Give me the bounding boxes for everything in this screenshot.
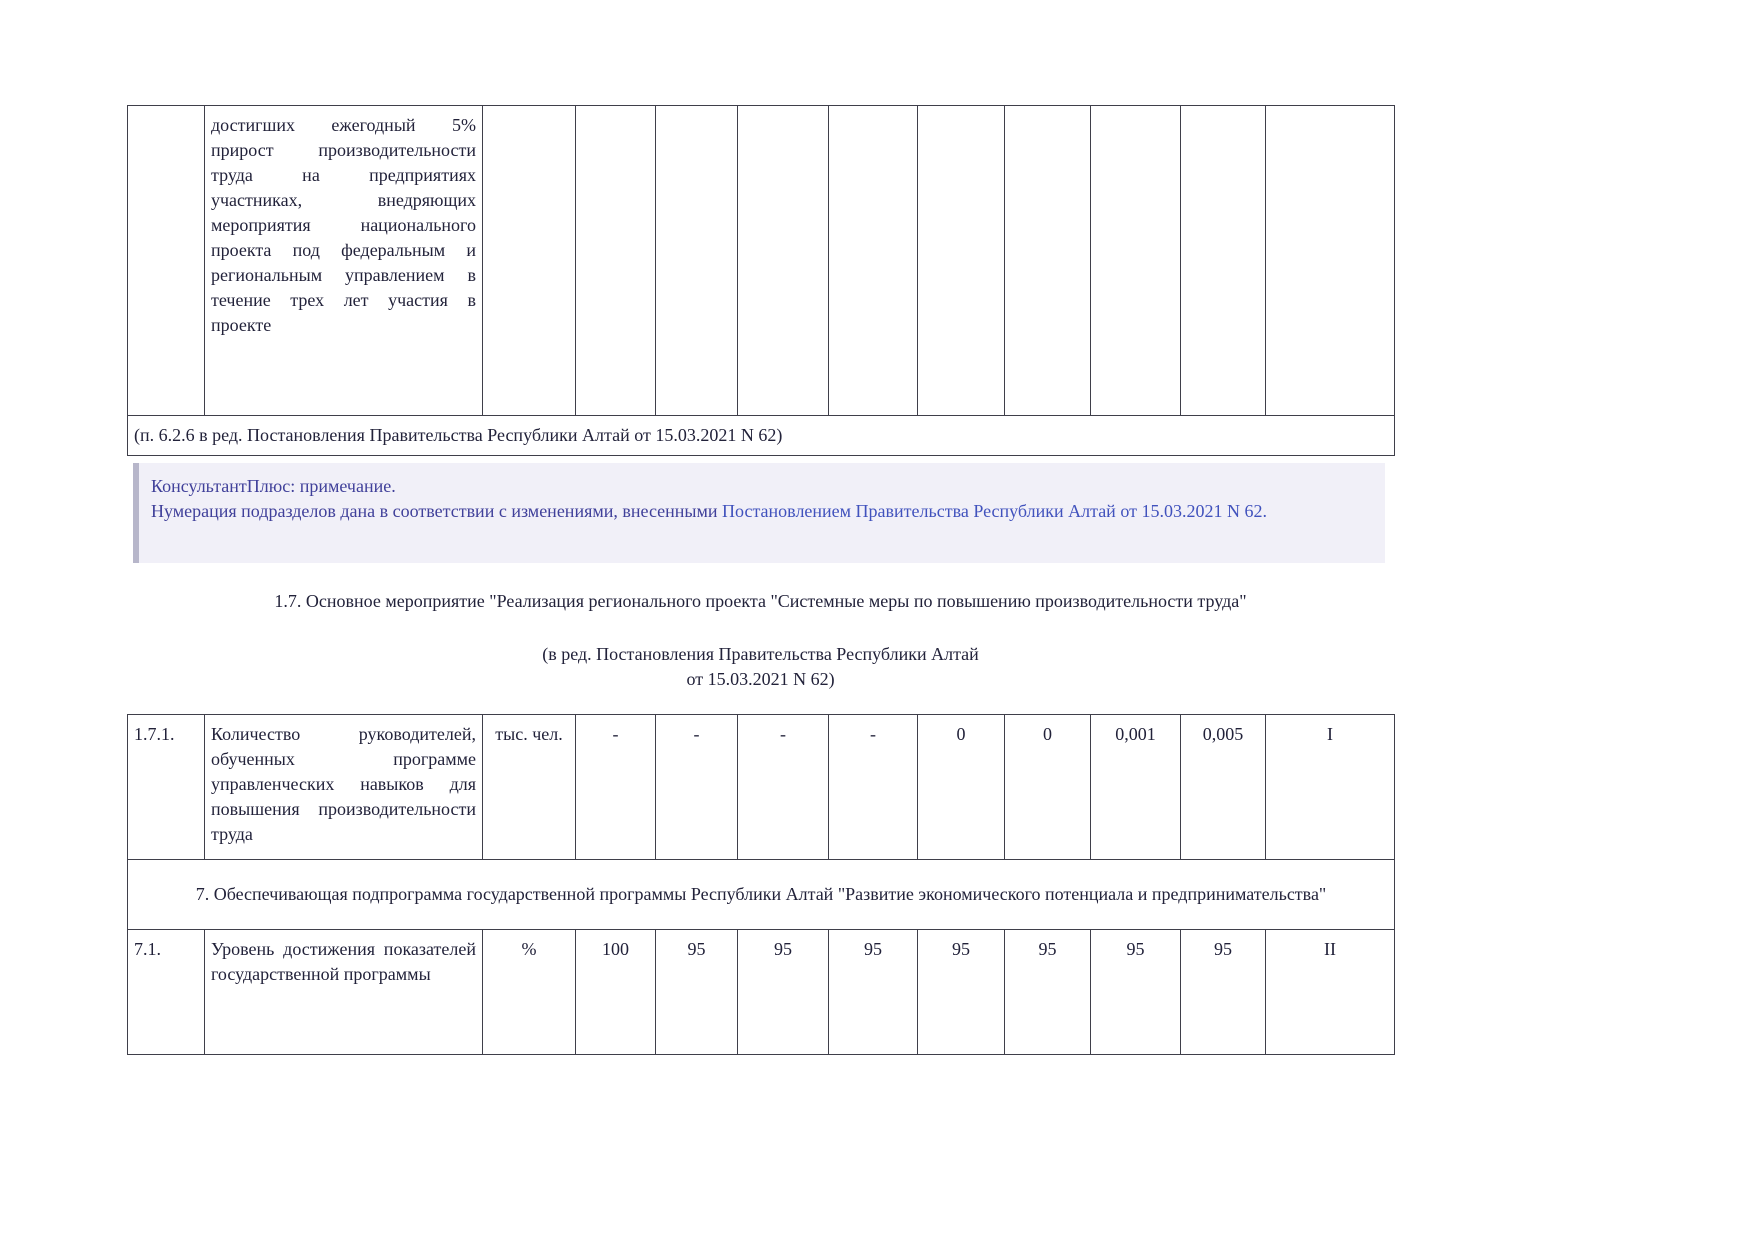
table-section-row <box>128 860 1395 930</box>
value-cell: 0 <box>918 715 1005 860</box>
value-cell <box>656 106 738 416</box>
value-cell: 95 <box>1181 930 1266 1055</box>
unit-cell: % <box>483 930 576 1055</box>
top-table <box>127 105 1395 456</box>
value-cell: - <box>738 715 829 860</box>
number-cell <box>128 106 205 416</box>
value-cell: - <box>576 715 656 860</box>
number-cell: 1.7.1. <box>128 715 205 860</box>
consultant-note <box>133 463 1385 563</box>
value-cell <box>918 106 1005 416</box>
value-cell: - <box>829 715 918 860</box>
table-row <box>128 715 1395 860</box>
value-cell: 0,001 <box>1091 715 1181 860</box>
value-cell <box>1091 106 1181 416</box>
value-cell <box>576 106 656 416</box>
unit-cell: тыс. чел. <box>483 715 576 860</box>
edition-line: (в ред. Постановления Правительства Республики Алтай <box>542 644 979 664</box>
table-row <box>128 106 1395 416</box>
value-cell <box>738 106 829 416</box>
note-body-text: Нумерация подразделов дана в соответствии с изменениями, внесенными <box>151 501 723 521</box>
value-cell: 0 <box>1005 715 1091 860</box>
main-table <box>127 714 1395 1055</box>
note-title: КонсультантПлюс: примечание. <box>151 476 396 496</box>
value-cell: 0,005 <box>1181 715 1266 860</box>
table-row <box>128 416 1395 456</box>
value-cell: 95 <box>656 930 738 1055</box>
footnote-cell: (п. 6.2.6 в ред. Постановления Правительства Республики Алтай от 15.03.2021 N 62) <box>128 416 1395 456</box>
unit-cell <box>483 106 576 416</box>
edition-note <box>127 642 1394 692</box>
table-row <box>128 930 1395 1055</box>
description-cell: Количество руководителей, обученных программе управленческих навыков для повышения производительности труда <box>205 715 483 860</box>
document-page <box>127 0 1394 1055</box>
section-header-cell: 7. Обеспечивающая подпрограмма государственной программы Республики Алтай "Развитие экономического потенциала и предпринимательства" <box>128 860 1395 930</box>
value-cell: 95 <box>918 930 1005 1055</box>
mark-cell <box>1266 106 1395 416</box>
mark-cell: II <box>1266 930 1395 1055</box>
mark-cell: I <box>1266 715 1395 860</box>
description-cell: Уровень достижения показателей государственной программы <box>205 930 483 1055</box>
value-cell: 95 <box>829 930 918 1055</box>
value-cell <box>829 106 918 416</box>
value-cell: 95 <box>738 930 829 1055</box>
value-cell: 95 <box>1005 930 1091 1055</box>
value-cell <box>1181 106 1266 416</box>
note-body <box>151 499 1367 524</box>
number-cell: 7.1. <box>128 930 205 1055</box>
value-cell: - <box>656 715 738 860</box>
value-cell: 95 <box>1091 930 1181 1055</box>
value-cell: 100 <box>576 930 656 1055</box>
value-cell <box>1005 106 1091 416</box>
section-heading: 1.7. Основное мероприятие "Реализация регионального проекта "Системные меры по повышению производительности труда" <box>274 591 1247 611</box>
edition-line: от 15.03.2021 N 62) <box>686 669 835 689</box>
note-document-link[interactable]: Постановлением Правительства Республики Алтай от 15.03.2021 N 62. <box>722 501 1267 521</box>
description-cell: достигших ежегодный 5% прирост производительности труда на предприятиях участниках, внедряющих мероприятия национального проекта под федеральным и региональным управлением в течение трех лет участия в проекте <box>205 106 483 416</box>
